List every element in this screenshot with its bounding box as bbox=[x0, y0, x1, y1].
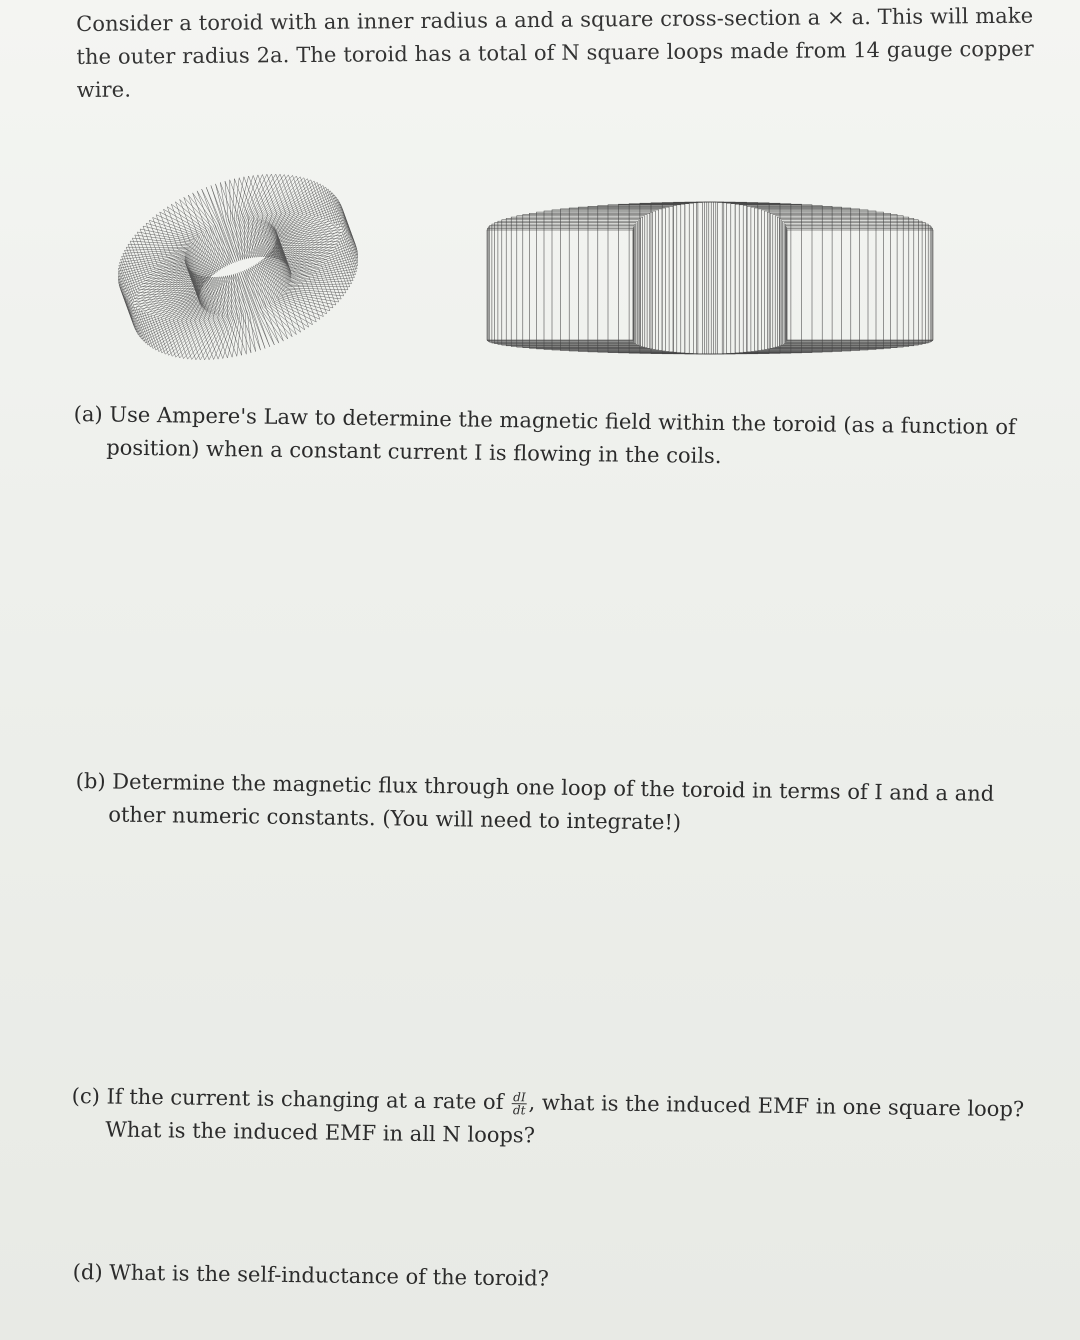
half-toroid-loop bbox=[783, 221, 922, 344]
toroid-loop bbox=[267, 256, 334, 308]
toroid-loop bbox=[143, 226, 210, 278]
toroid-loop bbox=[239, 272, 265, 348]
half-toroid-loop bbox=[651, 203, 698, 354]
half-toroid-loop bbox=[704, 202, 724, 354]
half-toroid-loop bbox=[498, 221, 637, 344]
half-toroid-loop bbox=[618, 204, 685, 353]
intro-line-3: wire. bbox=[76, 77, 132, 102]
half-toroid-loop bbox=[506, 218, 640, 345]
question-b-line-2: other numeric constants. (You will need to integrate!) bbox=[108, 802, 682, 835]
toroid-loop bbox=[197, 191, 231, 264]
half-toroid-loop bbox=[779, 218, 913, 345]
question-a-line-2: position) when a constant current I is flowing in the coils. bbox=[106, 435, 722, 469]
toroid-wire-loops bbox=[118, 174, 358, 360]
half-toroid-loop bbox=[523, 215, 647, 348]
question-b-line-1: (b) Determine the magnetic flux through one loop of the toroid in terms of I and a and bbox=[75, 768, 995, 806]
toroid-loop bbox=[211, 186, 237, 262]
half-toroid-loop bbox=[696, 202, 716, 354]
half-toroid-loop bbox=[731, 204, 791, 354]
half-toroid-loop bbox=[511, 217, 642, 346]
half-toroid-loop bbox=[492, 224, 635, 343]
fraction-numerator: dI bbox=[513, 1090, 526, 1105]
toroid-loop bbox=[260, 262, 317, 322]
half-toroid-loop bbox=[495, 223, 636, 344]
half-toroid-loop bbox=[784, 223, 925, 344]
toroid-figure bbox=[118, 155, 358, 380]
half-toroid-wire-loops bbox=[487, 202, 933, 354]
half-toroid-loop bbox=[770, 213, 890, 348]
question-c-line-2: What is the induced EMF in all N loops? bbox=[105, 1117, 536, 1148]
question-c bbox=[71, 1080, 1024, 1159]
fraction-denominator: dt bbox=[512, 1103, 526, 1118]
question-a-line-1: (a) Use Ampere's Law to determine the magnetic field within the toroid (as a function of bbox=[73, 401, 1016, 440]
intro-line-1: Consider a toroid with an inner radius a and a square cross-section a × a. This will make bbox=[76, 3, 1034, 36]
toroid-loop bbox=[235, 274, 256, 352]
question-c-text-before: (c) If the current is changing at a rate of bbox=[71, 1083, 504, 1115]
half-toroid-figure bbox=[475, 190, 945, 375]
toroid-loop bbox=[160, 212, 217, 272]
half-toroid-loop bbox=[747, 206, 832, 352]
toroid-loop bbox=[245, 270, 279, 343]
question-c-text-after: , what is the induced EMF in one square loop? bbox=[528, 1090, 1025, 1122]
intro-line-2: the outer radius 2a. The toroid has a total of N square loops made from 14 gauge copper bbox=[76, 36, 1034, 69]
half-toroid-loop bbox=[777, 217, 908, 346]
question-d bbox=[73, 1256, 550, 1296]
half-toroid-loop bbox=[735, 204, 802, 353]
toroid-loop bbox=[124, 267, 202, 335]
di-dt-fraction bbox=[512, 1091, 527, 1116]
half-toroid-loop bbox=[487, 230, 633, 340]
half-toroid-loop bbox=[787, 227, 932, 342]
half-toroid-loop bbox=[727, 203, 781, 353]
half-toroid-loop bbox=[722, 203, 769, 354]
half-toroid-loop bbox=[488, 227, 633, 342]
half-toroid-loop bbox=[713, 202, 746, 354]
half-toroid-loop bbox=[787, 230, 933, 340]
half-toroid-loop bbox=[775, 216, 903, 347]
half-toroid-loop bbox=[767, 212, 883, 349]
intro-paragraph bbox=[76, 0, 1062, 107]
half-toroid-loop bbox=[588, 206, 673, 352]
half-toroid-loop bbox=[773, 215, 897, 348]
half-toroid-loop bbox=[785, 224, 928, 343]
question-d-line-1: (d) What is the self-inductance of the toroid? bbox=[72, 1259, 550, 1291]
half-toroid-loop bbox=[640, 203, 694, 353]
half-toroid-loop bbox=[674, 202, 707, 354]
half-toroid-loop bbox=[629, 204, 689, 354]
toroid-loop bbox=[274, 200, 352, 268]
toroid-loop bbox=[220, 182, 241, 260]
question-a bbox=[73, 398, 1016, 477]
half-toroid-loop bbox=[517, 216, 645, 347]
half-toroid-loop bbox=[529, 213, 649, 348]
question-b bbox=[75, 765, 994, 844]
